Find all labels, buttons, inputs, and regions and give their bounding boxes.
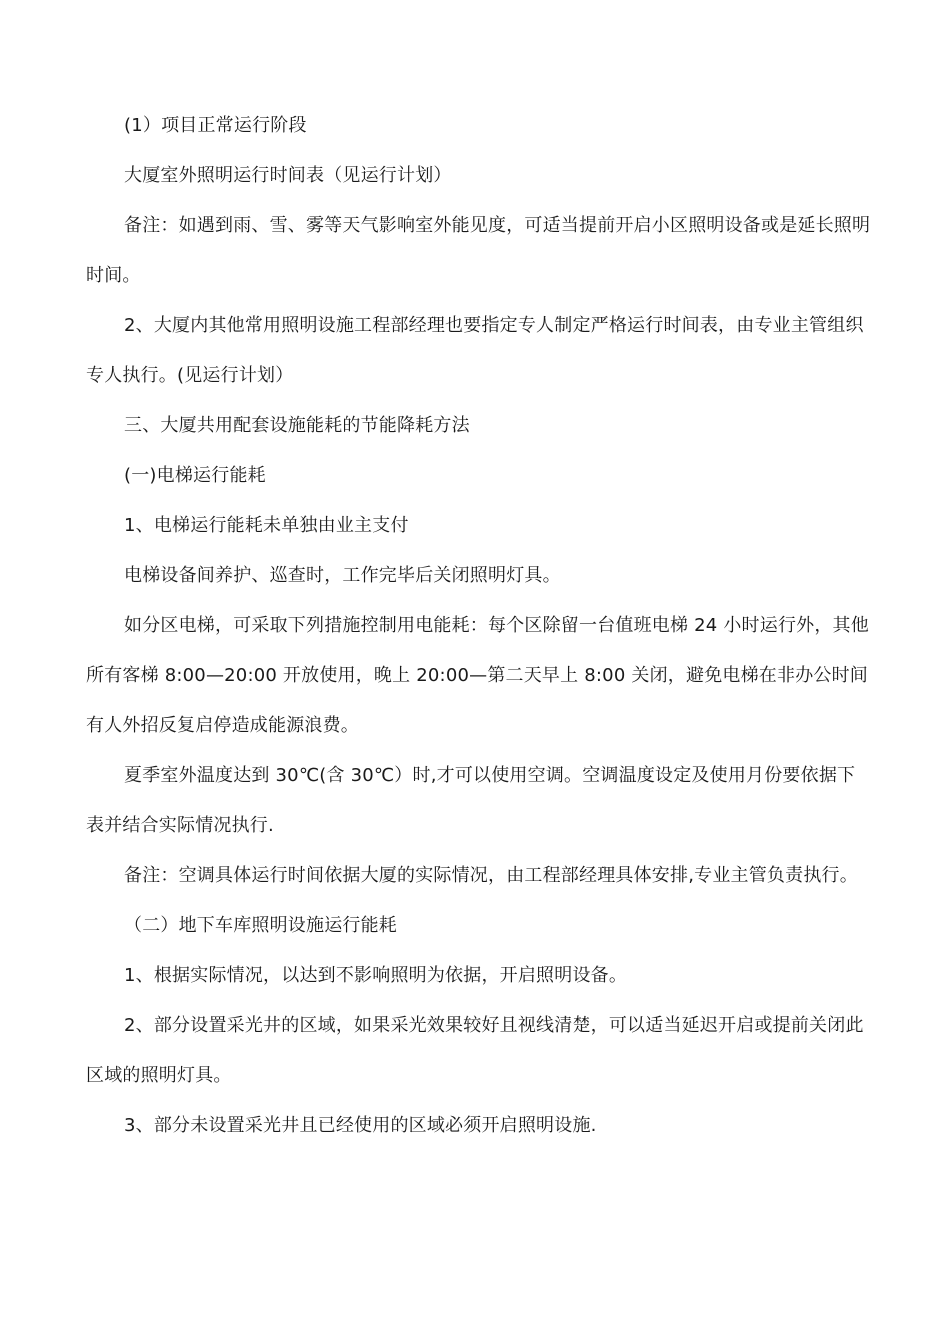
- paragraph-weather-note: 备注：如遇到雨、雪、雾等天气影响室外能见度，可适当提前开启小区照明设备或是延长照明时间。: [86, 215, 871, 286]
- paragraph-phase-heading: (1）项目正常运行阶段: [124, 115, 307, 136]
- paragraph-garage-heading: （二）地下车库照明设施运行能耗: [124, 915, 397, 936]
- paragraph-elevator-zoning: 如分区电梯，可采取下列措施控制用电能耗：每个区除留一台值班电梯 24 小时运行外，其他所有客梯 8:00—20:00 开放使用，晚上 20:00—第二天早上 8:00 关闭，避免电梯在非办公时间有人外招反复启停造成能源浪费。: [86, 615, 869, 736]
- paragraph-outdoor-lighting-schedule: 大厦室外照明运行时间表（见运行计划）: [124, 165, 452, 186]
- paragraph-ac-note: 备注：空调具体运行时间依据大厦的实际情况，由工程部经理具体安排,专业主管负责执行。: [124, 865, 858, 886]
- paragraph-elevator-item-1: 1、电梯运行能耗未单独由业主支付: [124, 515, 409, 536]
- paragraph-air-conditioning: 夏季室外温度达到 30℃(含 30℃）时,才可以使用空调。空调温度设定及使用月份要依据下表并结合实际情况执行.: [86, 765, 856, 836]
- paragraph-garage-item-1: 1、根据实际情况，以达到不影响照明为依据，开启照明设备。: [124, 965, 628, 986]
- paragraph-garage-item-2: 2、部分设置采光井的区域，如果采光效果较好且视线清楚，可以适当延迟开启或提前关闭此区域的照明灯具。: [86, 1015, 864, 1086]
- paragraph-elevator-room: 电梯设备间养护、巡查时，工作完毕后关闭照明灯具。: [124, 565, 561, 586]
- paragraph-indoor-lighting: 2、大厦内其他常用照明设施工程部经理也要指定专人制定严格运行时间表，由专业主管组织专人执行。(见运行计划）: [86, 315, 864, 386]
- paragraph-garage-item-3: 3、部分未设置采光井且已经使用的区域必须开启照明设施.: [124, 1115, 597, 1136]
- paragraph-section-three-heading: 三、大厦共用配套设施能耗的节能降耗方法: [124, 415, 470, 436]
- paragraph-elevator-heading: (一)电梯运行能耗: [124, 465, 266, 486]
- document-body: [86, 101, 872, 1151]
